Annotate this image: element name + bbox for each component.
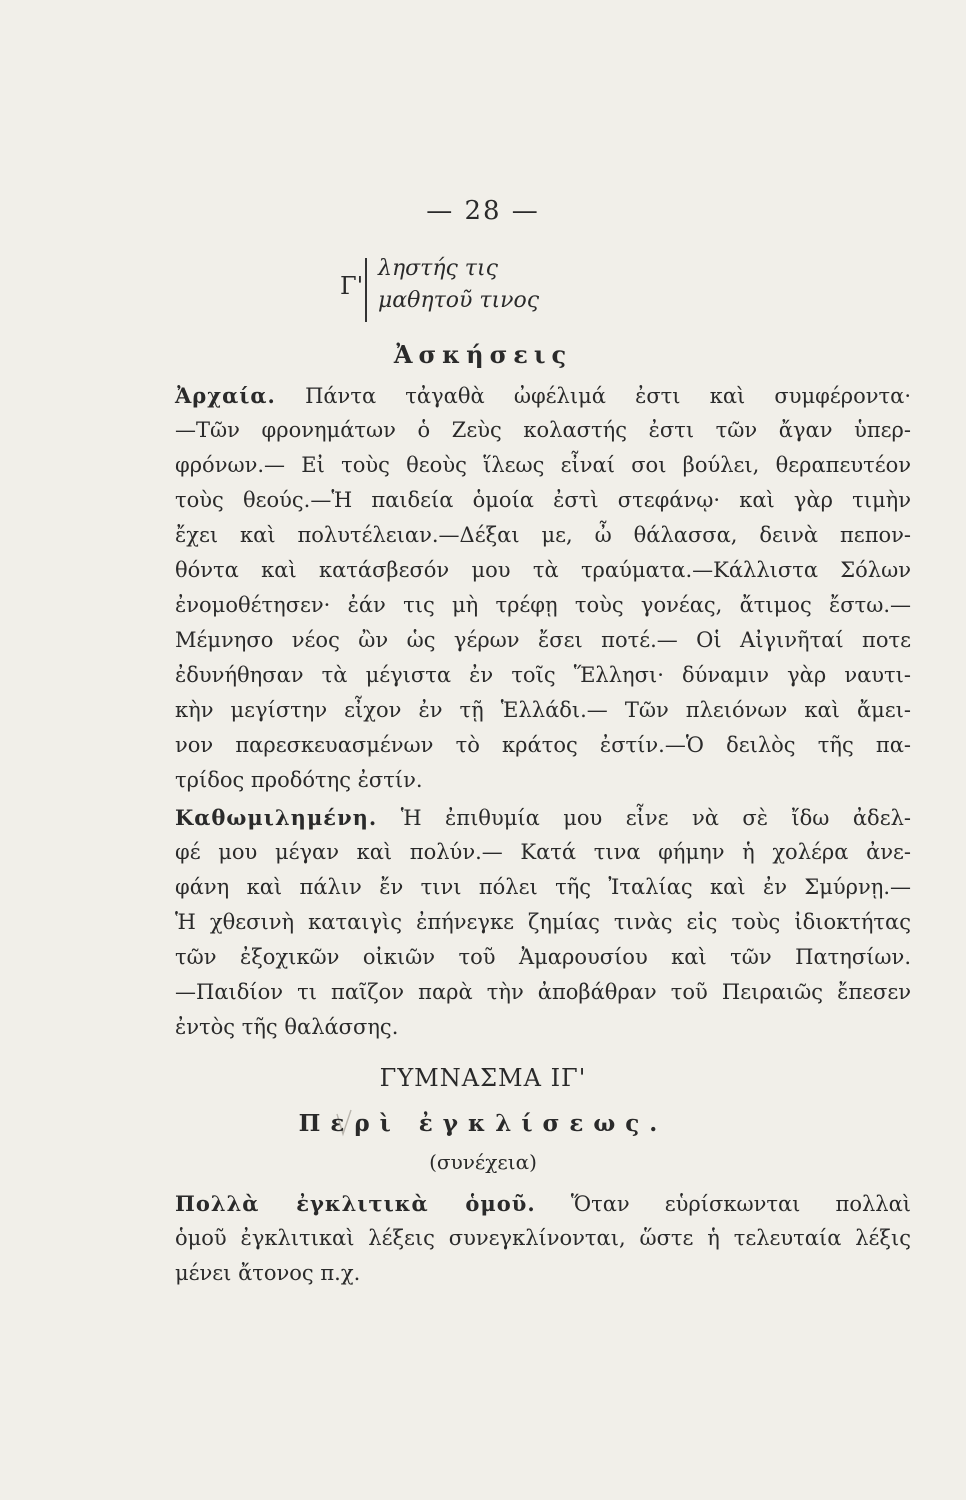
text-line: φάνη καὶ πάλιν ἔν τινι πόλει τῆς Ἰταλίας καὶ ἐν Σμύρνῃ.—: [175, 875, 911, 899]
text-line: ἐνομοθέτησεν· ἐάν τις μὴ τρέφῃ τοὺς γονέας, ἄτιμος ἔστω.—: [175, 593, 911, 617]
text-line: μένει ἄτονος π.χ.: [175, 1261, 361, 1285]
section-label-kathomilimeni: Καθωμιλημένη.: [175, 805, 378, 830]
text-line: ἔχει καὶ πολυτέλειαν.—Δέξαι με, ὦ θάλασσα, δεινὰ πεπον-: [175, 523, 911, 547]
section-kathomilimeni: [175, 800, 911, 1045]
text-line: φρόνων.— Εἰ τοὺς θεοὺς ἵλεως εἶναί σοι βούλει, θεραπευτέον: [175, 453, 911, 477]
text-line: [175, 378, 911, 413]
section-subtitle: Περὶ ἐγκλίσεως.: [298, 1110, 668, 1137]
text-line: κὴν μεγίστην εἶχον ἐν τῇ Ἑλλάδι.— Τῶν πλειόνων καὶ ἄμει-: [175, 698, 911, 722]
text-line: —Παιδίον τι παῖζον παρὰ τὴν ἀποβάθραν τοῦ Πειραιῶς ἔπεσεν: [175, 980, 911, 1004]
text-line: τρίδος προδότης ἐστίν.: [175, 768, 423, 792]
text-line: ἐντὸς τῆς θαλάσσης.: [175, 1015, 399, 1039]
text-line: —Τῶν φρονημάτων ὁ Ζεὺς κολαστής ἐστι τῶν ἄγαν ὑπερ-: [175, 418, 911, 442]
text-line-content: Πάντα τἀγαθὰ ὠφέλιμά ἐστι καὶ συμφέροντα·: [305, 384, 911, 408]
vertical-rule: [365, 258, 367, 322]
text-line: τοὺς θεούς.—Ἡ παιδεία ὁμοία ἐστὶ στεφάνῳ· καὶ γὰρ τιμὴν: [175, 488, 911, 512]
gamma-line-1: ληστής τις: [378, 256, 498, 281]
text-line: ἐδυνήθησαν τὰ μέγιστα ἐν τοῖς Ἕλλησι· δύναμιν γὰρ ναυτι-: [175, 663, 911, 687]
text-line: [175, 1186, 911, 1221]
text-line: θόντα καὶ κατάσβεσόν μου τὰ τραύματα.—Κάλλιστα Σόλων: [175, 558, 911, 582]
section-polla-egklitika: [175, 1186, 911, 1291]
text-line: [175, 800, 911, 835]
gamma-letter: Γ': [340, 272, 364, 300]
text-line: Μέμνησο νέος ὢν ὡς γέρων ἔσει ποτέ.— Οἱ Αἰγινῆταί ποτε: [175, 628, 911, 652]
text-line: φέ μου μέγαν καὶ πολύν.— Κατά τινα φήμην ἡ χολέρα ἀνε-: [175, 840, 911, 864]
exercise-title: ΓΥΜΝΑΣΜΑ ΙΓ': [379, 1064, 587, 1092]
text-line: Ἡ χθεσινὴ καταιγὶς ἐπήνεγκε ζημίας τινὰς εἰς τοὺς ἰδιοκτήτας: [175, 910, 911, 934]
page-number: — 28 —: [426, 196, 540, 226]
section-label-archaia: Ἀρχαία.: [175, 383, 276, 408]
text-line: νον παρεσκευασμένων τὸ κράτος ἐστίν.—Ὁ δειλὸς τῆς πα-: [175, 733, 911, 757]
section-archaia: [175, 378, 911, 798]
text-line: τῶν ἐξοχικῶν οἰκιῶν τοῦ Ἀμαρουσίου καὶ τῶν Πατησίων.: [175, 945, 911, 969]
section-label-polla-egklitika: Πολλὰ ἐγκλιτικὰ ὁμοῦ.: [175, 1191, 536, 1216]
text-line: ὁμοῦ ἐγκλιτικαὶ λέξεις συνεγκλίνονται, ὥστε ἡ τελευταία λέξις: [175, 1226, 911, 1250]
continuation-note: (συνέχεια): [429, 1150, 537, 1174]
text-line-content: Ἡ ἐπιθυμία μου εἶνε νὰ σὲ ἴδω ἀδελ-: [400, 806, 911, 830]
gamma-line-2: μαθητοῦ τινος: [378, 288, 540, 313]
text-line-content: Ὅταν εὑρίσκωνται πολλαὶ: [570, 1192, 911, 1216]
exercises-heading: Ἀσκήσεις: [393, 340, 573, 369]
